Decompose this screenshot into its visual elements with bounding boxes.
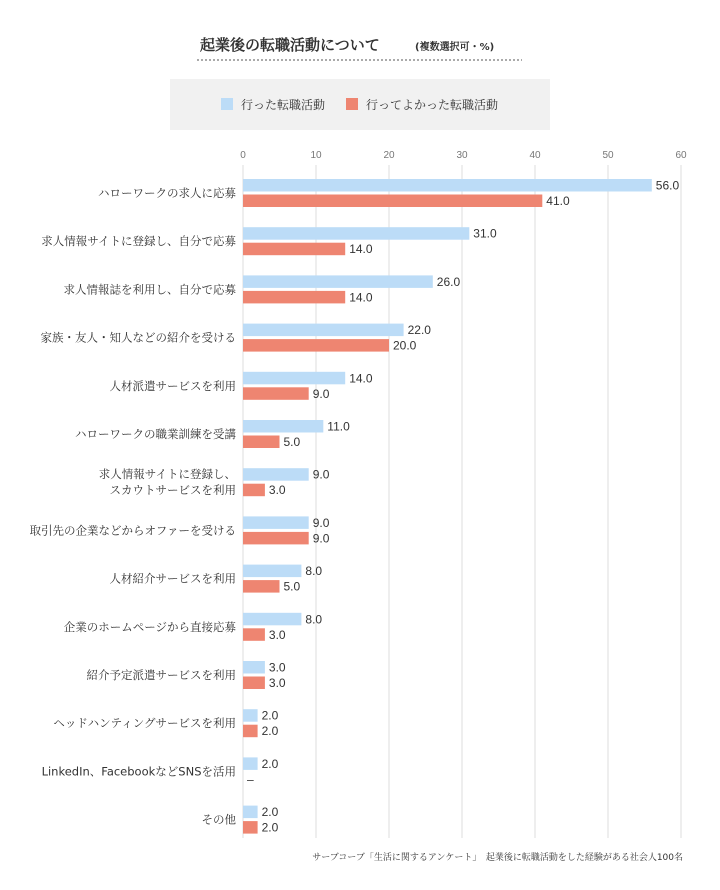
data-label: 2.0 [261, 820, 279, 835]
bar-1 [243, 661, 265, 674]
category-label: LinkedIn、FacebookなどSNSを活用 [41, 764, 236, 779]
data-label: 31.0 [473, 226, 497, 241]
legend-swatch-series2 [346, 98, 358, 110]
data-label: 9.0 [312, 531, 330, 546]
bar-2 [243, 339, 389, 352]
category-label: 企業のホームページから直接応募 [63, 619, 236, 634]
category-label: その他 [201, 812, 236, 827]
legend-swatch-series1 [221, 98, 233, 110]
data-label: 9.0 [312, 467, 330, 482]
source-note: サーブコーブ「生活に関するアンケート」 起業後に転職活動をした経験がある社会人100名 [312, 853, 683, 863]
data-label: 9.0 [312, 386, 330, 401]
data-label: 3.0 [268, 676, 286, 690]
bar-2 [243, 725, 258, 738]
data-label: 3.0 [268, 483, 286, 498]
legend-label-series1: 行った転職活動 [241, 98, 326, 112]
data-label: 9.0 [312, 515, 330, 530]
plot-area [30, 150, 687, 838]
bar-2 [243, 387, 309, 400]
bar-1 [243, 372, 345, 385]
data-label: 3.0 [268, 660, 286, 675]
category-label: 求人情報サイトに登録し、 [98, 467, 236, 482]
legend-label-series2: 行ってよかった転職活動 [366, 98, 499, 112]
data-label: 14.0 [349, 242, 373, 257]
x-tick-label: 40 [529, 150, 541, 161]
category-label: 求人情報誌を利用し、自分で応募 [63, 282, 236, 297]
data-label: 41.0 [546, 194, 570, 208]
category-label: 人材紹介サービスを利用 [109, 571, 236, 586]
bar-1 [243, 757, 258, 770]
bar-1 [243, 179, 652, 192]
data-label: 2.0 [261, 756, 279, 771]
bar-1 [243, 565, 301, 578]
bar-2 [243, 291, 345, 304]
category-label: 紹介予定派遣サービスを利用 [86, 668, 236, 682]
bar-1 [243, 324, 404, 337]
bar-2 [243, 532, 309, 545]
data-label: 11.0 [327, 419, 350, 434]
bar-1 [243, 468, 309, 481]
data-label: 20.0 [393, 338, 417, 353]
bar-1 [243, 227, 469, 240]
data-label: – [247, 772, 254, 787]
data-label: 14.0 [349, 371, 373, 386]
bar-2 [243, 628, 265, 641]
category-label: ハローワークの職業訓練を受講 [75, 427, 236, 441]
bar-1 [243, 709, 258, 722]
x-tick-label: 20 [383, 150, 395, 161]
data-label: 8.0 [305, 564, 323, 579]
category-label: 求人情報サイトに登録し、自分で応募 [41, 234, 236, 249]
category-label: ハローワークの求人に応募 [98, 186, 236, 200]
data-label: 5.0 [283, 579, 301, 594]
x-tick-label: 50 [602, 150, 614, 161]
bar-1 [243, 275, 433, 288]
x-tick-label: 0 [240, 150, 246, 161]
chart-subtitle: (複数選択可・%) [415, 42, 495, 53]
category-label: スカウトサービスを利用 [109, 483, 236, 498]
x-tick-label: 10 [310, 150, 322, 161]
bar-1 [243, 420, 323, 433]
data-label: 2.0 [261, 805, 279, 820]
category-label: ヘッドハンティングサービスを利用 [53, 716, 236, 731]
bar-1 [243, 613, 301, 626]
bar-1 [243, 516, 309, 529]
data-label: 26.0 [436, 274, 461, 289]
data-label: 5.0 [283, 435, 301, 449]
category-label: 取引先の企業などからオファーを受ける [29, 523, 236, 538]
bar-1 [243, 806, 258, 819]
chart-title: 起業後の転職活動について [200, 36, 380, 54]
data-label: 56.0 [655, 178, 680, 193]
bar-2 [243, 580, 280, 593]
x-tick-label: 30 [456, 150, 468, 161]
data-label: 8.0 [305, 612, 323, 627]
bar-2 [243, 243, 345, 256]
x-tick-label: 60 [675, 150, 687, 161]
data-label: 2.0 [261, 708, 279, 723]
bar-2 [243, 821, 258, 834]
bar-2 [243, 484, 265, 497]
category-label: 家族・友人・知人などの紹介を受ける [40, 330, 236, 345]
data-label: 22.0 [407, 323, 431, 338]
bar-2 [243, 677, 265, 690]
data-label: 2.0 [261, 724, 279, 739]
bar-2 [243, 436, 280, 449]
category-label: 人材派遣サービスを利用 [109, 378, 236, 393]
bar-2 [243, 195, 542, 208]
data-label: 14.0 [349, 290, 373, 305]
data-label: 3.0 [268, 627, 286, 642]
